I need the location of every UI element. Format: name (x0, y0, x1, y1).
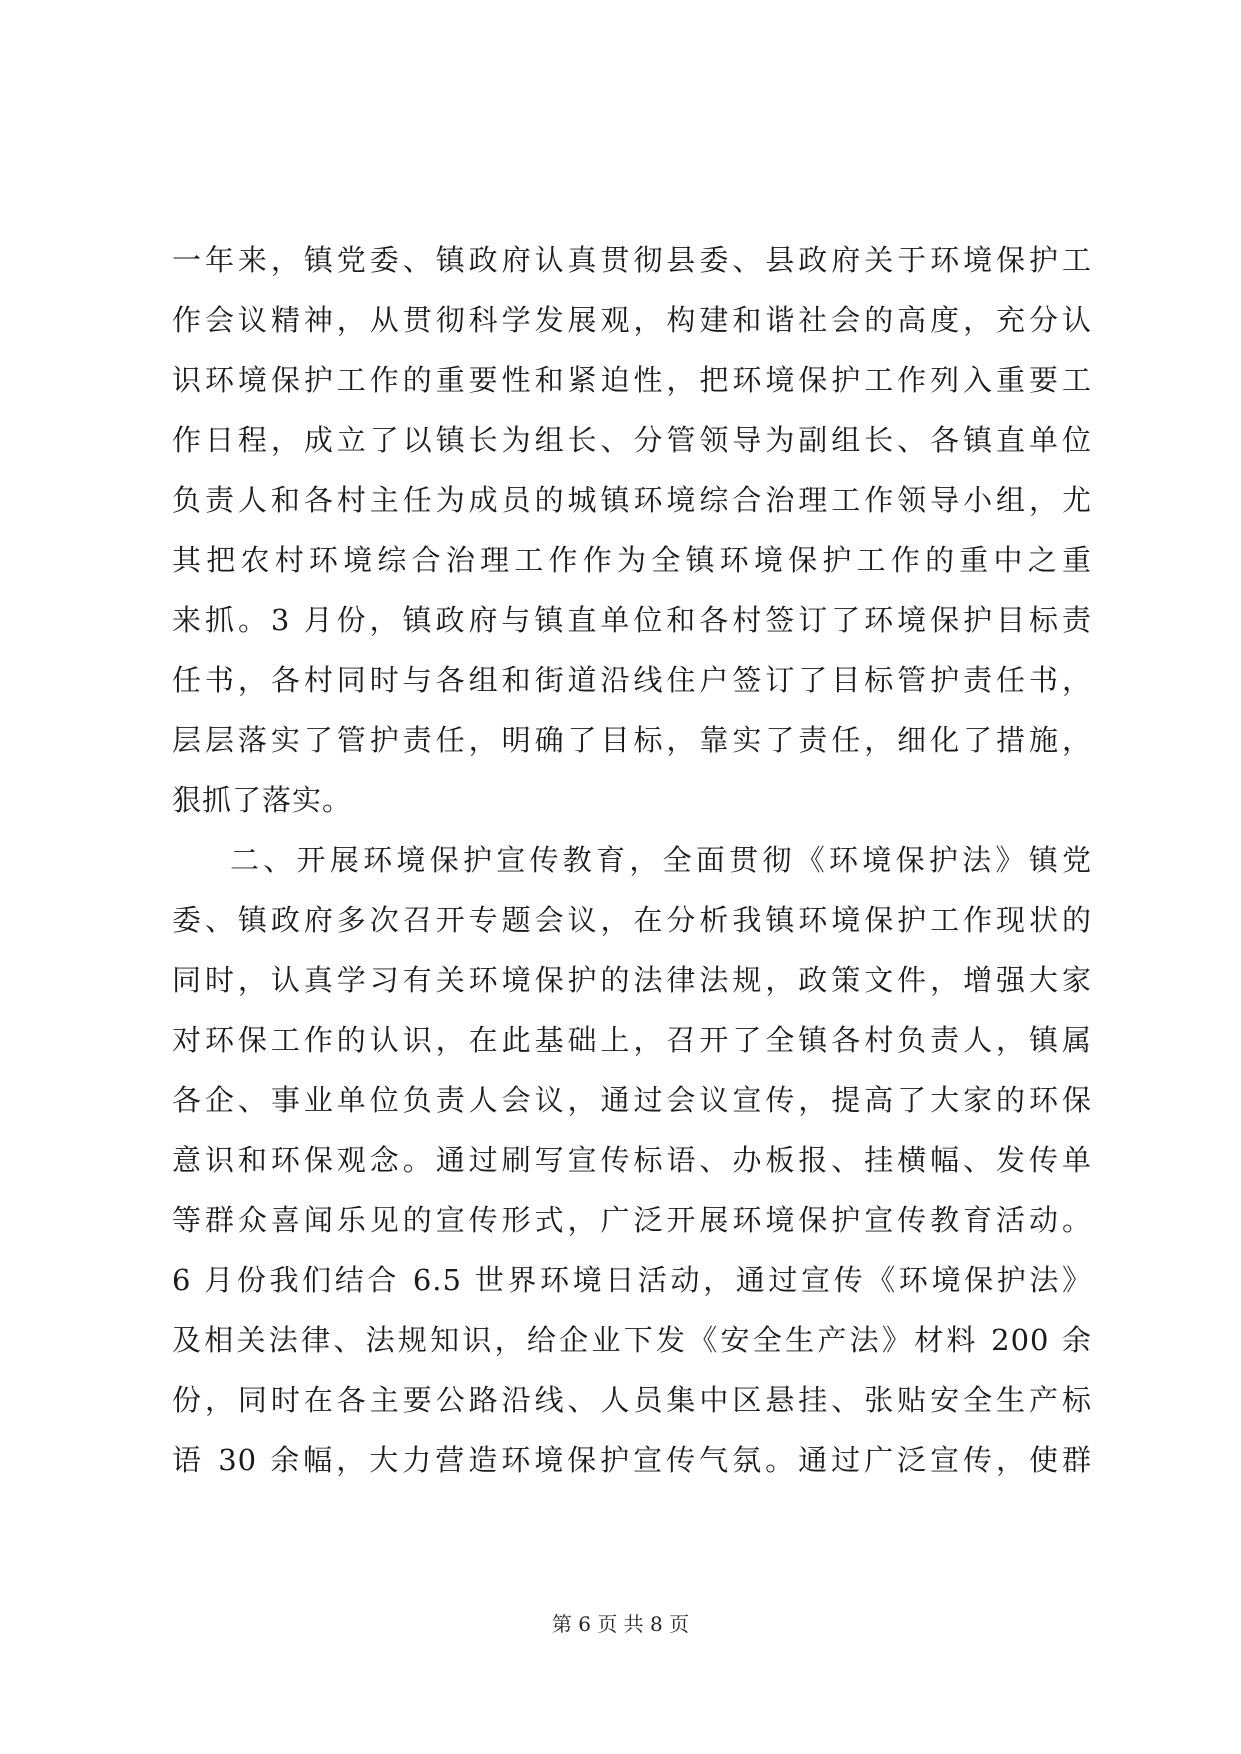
text-line: 同时，认真学习有关环境保护的法律法规，政策文件，增强大家 (172, 963, 1092, 997)
text-line: 任书，各村同时与各组和街道沿线住户签订了目标管护责任书， (172, 663, 1092, 697)
text-line: 来抓。3 月份，镇政府与镇直单位和各村签订了环境保护目标责 (172, 603, 1092, 637)
text-line: 等群众喜闻乐见的宣传形式，广泛开展环境保护宣传教育活动。 (172, 1203, 1092, 1237)
text-line: 语 30 余幅，大力营造环境保护宣传气氛。通过广泛宣传，使群 (172, 1443, 1092, 1477)
paragraph-1 (172, 230, 1092, 830)
page-number-footer: 第 6 页 共 8 页 (551, 1612, 690, 1636)
text-line: 其把农村环境综合治理工作作为全镇环境保护工作的重中之重 (172, 543, 1092, 577)
text-line: 份，同时在各主要公路沿线、人员集中区悬挂、张贴安全生产标 (172, 1383, 1092, 1417)
text-line: 层层落实了管护责任，明确了目标，靠实了责任，细化了措施， (172, 723, 1092, 757)
text-line: 作日程，成立了以镇长为组长、分管领导为副组长、各镇直单位 (172, 423, 1092, 457)
text-line: 识环境保护工作的重要性和紧迫性，把环境保护工作列入重要工 (172, 363, 1092, 397)
text-line: 委、镇政府多次召开专题会议，在分析我镇环境保护工作现状的 (172, 903, 1092, 937)
text-line: 意识和环保观念。通过刷写宣传标语、办板报、挂横幅、发传单 (172, 1143, 1092, 1177)
text-line: 一年来，镇党委、镇政府认真贯彻县委、县政府关于环境保护工 (172, 243, 1092, 277)
text-line: 及相关法律、法规知识，给企业下发《安全生产法》材料 200 余 (172, 1323, 1092, 1357)
text-line: 6 月份我们结合 6.5 世界环境日活动，通过宣传《环境保护法》 (172, 1263, 1092, 1297)
text-line: 各企、事业单位负责人会议，通过会议宣传，提高了大家的环保 (172, 1083, 1092, 1117)
paragraph-2 (172, 830, 1092, 1490)
text-line: 对环保工作的认识，在此基础上，召开了全镇各村负责人，镇属 (172, 1023, 1092, 1057)
text-line: 二、开展环境保护宣传教育，全面贯彻《环境保护法》镇党 (230, 843, 1092, 877)
text-line: 狠抓了落实。 (172, 783, 353, 817)
text-line: 作会议精神，从贯彻科学发展观，构建和谐社会的高度，充分认 (172, 303, 1092, 337)
text-line: 负责人和各村主任为成员的城镇环境综合治理工作领导小组，尤 (172, 483, 1092, 517)
body-text (172, 230, 1092, 1490)
